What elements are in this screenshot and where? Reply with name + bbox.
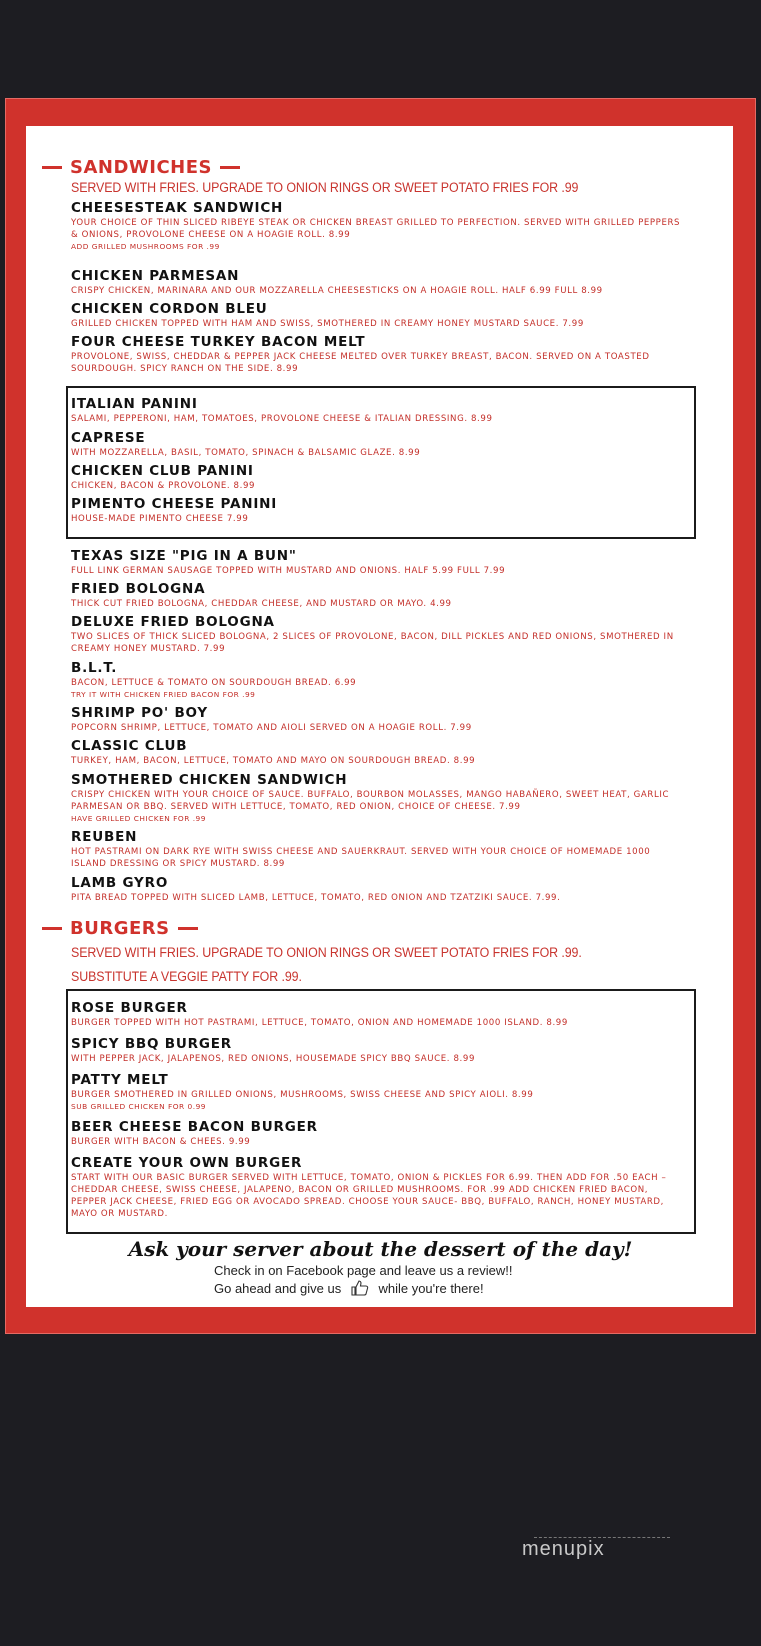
item-desc: PROVOLONE, SWISS, CHEDDAR & PEPPER JACK CHEESE MELTED OVER TURKEY BREAST, BACON. SERVED ON A TOASTED SOURDOUGH. SPICY RANCH ON THE SIDE. 8.99 bbox=[71, 352, 650, 374]
thumbs-line-end: while you're there! bbox=[378, 1280, 484, 1296]
heading-dash bbox=[42, 166, 62, 169]
item-name: CHICKEN PARMESAN bbox=[71, 268, 240, 284]
item-name: CHICKEN CORDON BLEU bbox=[71, 301, 268, 317]
burgers-intro: SERVED WITH FRIES. UPGRADE TO ONION RINGS OR SWEET POTATO FRIES FOR .99. SUBSTITUTE A VEGGIE PATTY FOR .99. bbox=[71, 945, 582, 984]
item-desc: CRISPY CHICKEN WITH YOUR CHOICE OF SAUCE. BUFFALO, BOURBON MOLASSES, MANGO HABAÑERO, SWEET HEAT, GARLIC PARMESAN OR BBQ. SERVED WITH LETTUCE, TOMATO, RED ONION, CHOICE OF CHEESE. 7.99 bbox=[71, 790, 670, 812]
menu-item bbox=[71, 581, 681, 610]
menu-item bbox=[71, 396, 681, 425]
dessert-callout: Ask your server about the dessert of the day! bbox=[128, 1237, 633, 1261]
item-name: CHEESESTEAK SANDWICH bbox=[71, 200, 284, 216]
menu-item bbox=[71, 496, 681, 525]
item-note: SUB GRILLED CHICKEN FOR 0.99 bbox=[71, 1102, 206, 1111]
menu-item bbox=[71, 660, 681, 700]
item-desc: START WITH OUR BASIC BURGER SERVED WITH LETTUCE, TOMATO, ONION & PICKLES FOR 6.99. THEN ADD FOR .50 EACH – CHEDDAR CHEESE, SWISS CHEESE, JALAPENO, BACON OR GRILLED MUSHROOMS. FOR .99 ADD CHICKEN FRIED BACON, PEPPER JACK CHEESE, FRIED EGG OR AVOCADO SPREAD. CHOOSE YOUR SAUCE- BBQ, BUFFALO, RANCH, HONEY MUSTARD, MAYO OR MUSTARD. bbox=[71, 1173, 667, 1219]
item-desc: POPCORN SHRIMP, LETTUCE, TOMATO AND AIOLI SERVED ON A HOAGIE ROLL. 7.99 bbox=[71, 723, 472, 733]
menu-item bbox=[71, 705, 681, 734]
item-desc: HOUSE-MADE PIMENTO CHEESE 7.99 bbox=[71, 514, 249, 524]
item-note: ADD GRILLED MUSHROOMS FOR .99 bbox=[71, 242, 220, 251]
menu-item bbox=[71, 301, 681, 330]
menu-item bbox=[71, 829, 681, 870]
item-name: TEXAS SIZE "PIG IN A BUN" bbox=[71, 548, 297, 564]
item-name: ITALIAN PANINI bbox=[71, 396, 198, 412]
thumbs-up-icon bbox=[351, 1280, 369, 1299]
item-desc: CHICKEN, BACON & PROVOLONE. 8.99 bbox=[71, 481, 256, 491]
item-name: ROSE BURGER bbox=[71, 1000, 188, 1016]
menu-item bbox=[71, 738, 681, 767]
item-name: FOUR CHEESE TURKEY BACON MELT bbox=[71, 334, 366, 350]
item-name: PATTY MELT bbox=[71, 1072, 169, 1088]
item-name: CAPRESE bbox=[71, 430, 146, 446]
item-name: CREATE YOUR OWN BURGER bbox=[71, 1155, 303, 1171]
item-desc: YOUR CHOICE OF THIN SLICED RIBEYE STEAK OR CHICKEN BREAST GRILLED TO PERFECTION. SERVED WITH GRILLED PEPPERS & ONIONS, PROVOLONE CHEESE ON A HOAGIE ROLL. 8.99 bbox=[71, 218, 681, 240]
thumbs-line-start: Go ahead and give us bbox=[214, 1280, 342, 1296]
item-desc: SALAMI, PEPPERONI, HAM, TOMATOES, PROVOLONE CHEESE & ITALIAN DRESSING. 8.99 bbox=[71, 414, 493, 424]
item-desc: TURKEY, HAM, BACON, LETTUCE, TOMATO AND MAYO ON SOURDOUGH BREAD. 8.99 bbox=[71, 756, 476, 766]
item-desc: CRISPY CHICKEN, MARINARA AND OUR MOZZARELLA CHEESESTICKS ON A HOAGIE ROLL. HALF 6.99 FULL 8.99 bbox=[71, 286, 603, 296]
thumbs-line bbox=[214, 1280, 484, 1299]
menu-item bbox=[71, 1155, 681, 1220]
burgers-heading bbox=[42, 918, 198, 939]
sandwiches-heading bbox=[42, 157, 240, 178]
menu-item bbox=[71, 772, 681, 824]
menu-item bbox=[71, 268, 681, 297]
item-desc: BURGER TOPPED WITH HOT PASTRAMI, LETTUCE, TOMATO, ONION AND HOMEMADE 1000 ISLAND. 8.99 bbox=[71, 1018, 568, 1028]
heading-dash bbox=[178, 927, 198, 930]
item-name: REUBEN bbox=[71, 829, 138, 845]
review-line: Check in on Facebook page and leave us a review!! bbox=[214, 1263, 513, 1278]
menu-item bbox=[71, 1072, 681, 1112]
menu-item bbox=[71, 875, 681, 904]
item-name: SHRIMP PO' BOY bbox=[71, 705, 208, 721]
item-name: B.L.T. bbox=[71, 660, 118, 676]
item-name: CHICKEN CLUB PANINI bbox=[71, 463, 254, 479]
sandwiches-title: SANDWICHES bbox=[70, 157, 212, 178]
item-desc: THICK CUT FRIED BOLOGNA, CHEDDAR CHEESE, AND MUSTARD OR MAYO. 4.99 bbox=[71, 599, 452, 609]
item-desc: HOT PASTRAMI ON DARK RYE WITH SWISS CHEESE AND SAUERKRAUT. SERVED WITH YOUR CHOICE OF HOMEMADE 1000 ISLAND DRESSING OR SPICY MUSTARD. 8.99 bbox=[71, 847, 651, 869]
heading-dash bbox=[220, 166, 240, 169]
item-name: PIMENTO CHEESE PANINI bbox=[71, 496, 278, 512]
item-desc: FULL LINK GERMAN SAUSAGE TOPPED WITH MUSTARD AND ONIONS. HALF 5.99 FULL 7.99 bbox=[71, 566, 506, 576]
item-desc: WITH MOZZARELLA, BASIL, TOMATO, SPINACH & BALSAMIC GLAZE. 8.99 bbox=[71, 448, 421, 458]
menu-item bbox=[71, 1119, 681, 1148]
item-name: CLASSIC CLUB bbox=[71, 738, 188, 754]
item-desc: GRILLED CHICKEN TOPPED WITH HAM AND SWISS, SMOTHERED IN CREAMY HONEY MUSTARD SAUCE. 7.99 bbox=[71, 319, 584, 329]
item-note: HAVE GRILLED CHICKEN FOR .99 bbox=[71, 814, 206, 823]
burgers-title: BURGERS bbox=[70, 918, 170, 939]
item-desc: TWO SLICES OF THICK SLICED BOLOGNA, 2 SLICES OF PROVOLONE, BACON, DILL PICKLES AND RED ONIONS, SMOTHERED IN CREAMY HONEY MUSTARD. 7.99 bbox=[71, 632, 674, 654]
item-note: TRY IT WITH CHICKEN FRIED BACON FOR .99 bbox=[71, 690, 256, 699]
menu-item bbox=[71, 200, 681, 252]
menu-item bbox=[71, 334, 681, 375]
item-desc: BURGER SMOTHERED IN GRILLED ONIONS, MUSHROOMS, SWISS CHEESE AND SPICY AIOLI. 8.99 bbox=[71, 1090, 534, 1100]
menu-item bbox=[71, 1000, 681, 1029]
menu-item bbox=[71, 1036, 681, 1065]
heading-dash bbox=[42, 927, 62, 930]
menu-item bbox=[71, 548, 681, 577]
sandwiches-intro: SERVED WITH FRIES. UPGRADE TO ONION RINGS OR SWEET POTATO FRIES FOR .99 bbox=[71, 180, 579, 195]
item-name: BEER CHEESE BACON BURGER bbox=[71, 1119, 318, 1135]
item-desc: BACON, LETTUCE & TOMATO ON SOURDOUGH BREAD. 6.99 bbox=[71, 678, 357, 688]
item-desc: WITH PEPPER JACK, JALAPENOS, RED ONIONS, HOUSEMADE SPICY BBQ SAUCE. 8.99 bbox=[71, 1054, 476, 1064]
item-name: LAMB GYRO bbox=[71, 875, 169, 891]
item-desc: PITA BREAD TOPPED WITH SLICED LAMB, LETTUCE, TOMATO, RED ONION AND TZATZIKI SAUCE. 7.99. bbox=[71, 893, 561, 903]
menu-item bbox=[71, 430, 681, 459]
item-name: SMOTHERED CHICKEN SANDWICH bbox=[71, 772, 348, 788]
menu-item bbox=[71, 463, 681, 492]
item-name: DELUXE FRIED BOLOGNA bbox=[71, 614, 275, 630]
item-name: FRIED BOLOGNA bbox=[71, 581, 206, 597]
menupix-watermark: menupix bbox=[522, 1538, 605, 1560]
menu-item bbox=[71, 614, 681, 655]
item-name: SPICY BBQ BURGER bbox=[71, 1036, 232, 1052]
item-desc: BURGER WITH BACON & CHEES. 9.99 bbox=[71, 1137, 251, 1147]
